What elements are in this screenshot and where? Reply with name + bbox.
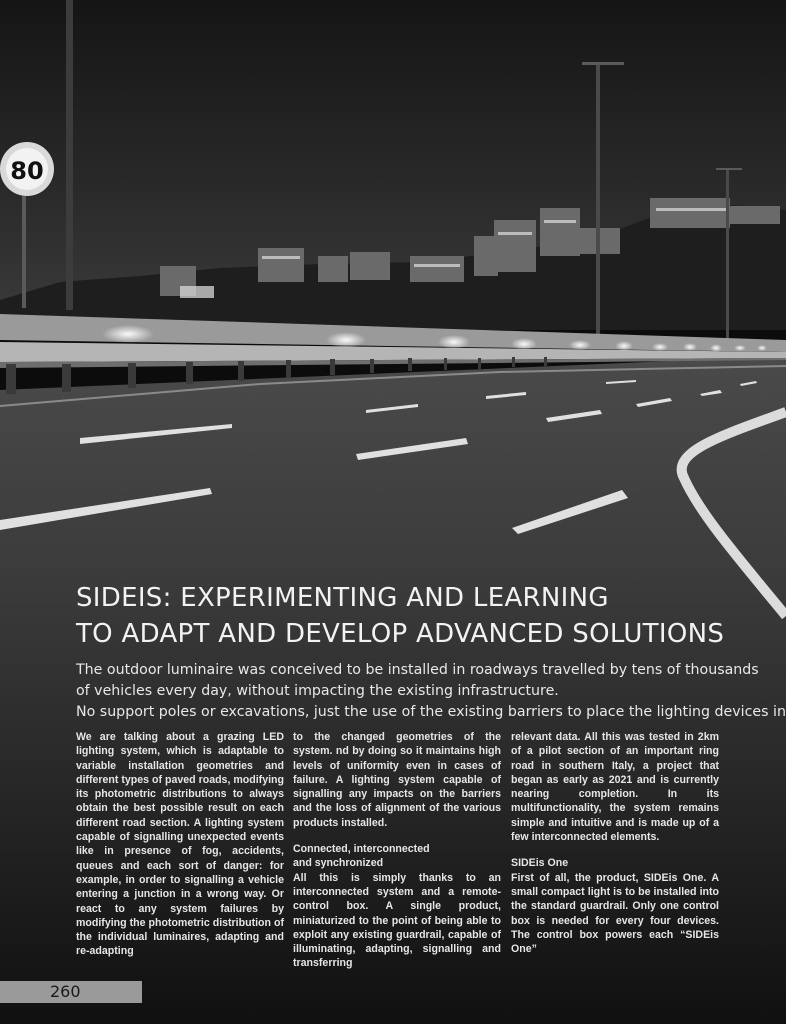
col3-paragraph-2: First of all, the product, SIDEis One. A small compact light is to be installed into the standard guardrail. Only one control box is needed for every four devices. The control box powers each “SIDEis One”	[511, 871, 719, 956]
page-number: 260	[50, 982, 81, 1001]
title-line-2: TO ADAPT AND DEVELOP ADVANCED SOLUTIONS	[76, 619, 725, 649]
col1-paragraph: We are talking about a grazing LED lighting system, which is adaptable to variable installation geometries and different types of paved roads, modifying its photometric distributions to always obtain the best possible result on each different road section. A lighting system capable of signalling unexpected events like in presence of fog, accidents, queues and each sort of danger: for example, in order to signalling a vehicle entering a junction in a wrong way. Or react to any system failures by modifying the photometric distribution of the individual luminaires, adapting and re-adapting	[76, 731, 284, 958]
article-title	[76, 580, 766, 652]
speed-limit-text: 80	[10, 157, 44, 185]
col3-paragraph-1: relevant data. All this was tested in 2km of a pilot section of an important ring road in southern Italy, a project that began as early as 2021 and is currently nearing completion. In its multifunctionality, the system remains simple and intuitive and is made up of a few interconnected elements.	[511, 731, 719, 844]
body-column-3	[511, 730, 719, 956]
col3-subheading: SIDEis One	[511, 857, 569, 870]
col2-subheading-line-2: and synchronized	[293, 857, 384, 870]
title-line-1: SIDEIS: EXPERIMENTING AND LEARNING	[76, 583, 609, 613]
intro-line-3: No support poles or excavations, just the use of the existing barriers to place the lighting devices in	[76, 704, 786, 720]
col2-paragraph-2: All this is simply thanks to an interconnected system and a remote-control box. A single product, miniaturized to the point of being able to exploit any existing guardrail, capable of illuminating, adapting, signalling and transferring	[293, 871, 501, 970]
col2-subheading	[293, 842, 501, 871]
col2-subheading-line-1: Connected, interconnected	[293, 843, 430, 856]
col2-paragraph-1: to the changed geometries of the system. nd by doing so it maintains high levels of uniformity even in cases of failure. A lighting system capable of signalling any impacts on the barriers and the loss of alignment of the various products installed.	[293, 731, 501, 829]
body-column-2	[293, 730, 501, 971]
intro-line-1: The outdoor luminaire was conceived to be installed in roadways travelled by tens of thousands	[76, 662, 759, 678]
intro-line-2: of vehicles every day, without impacting the existing infrastructure.	[76, 683, 559, 699]
intro-text	[76, 660, 786, 723]
body-column-1	[76, 730, 284, 959]
